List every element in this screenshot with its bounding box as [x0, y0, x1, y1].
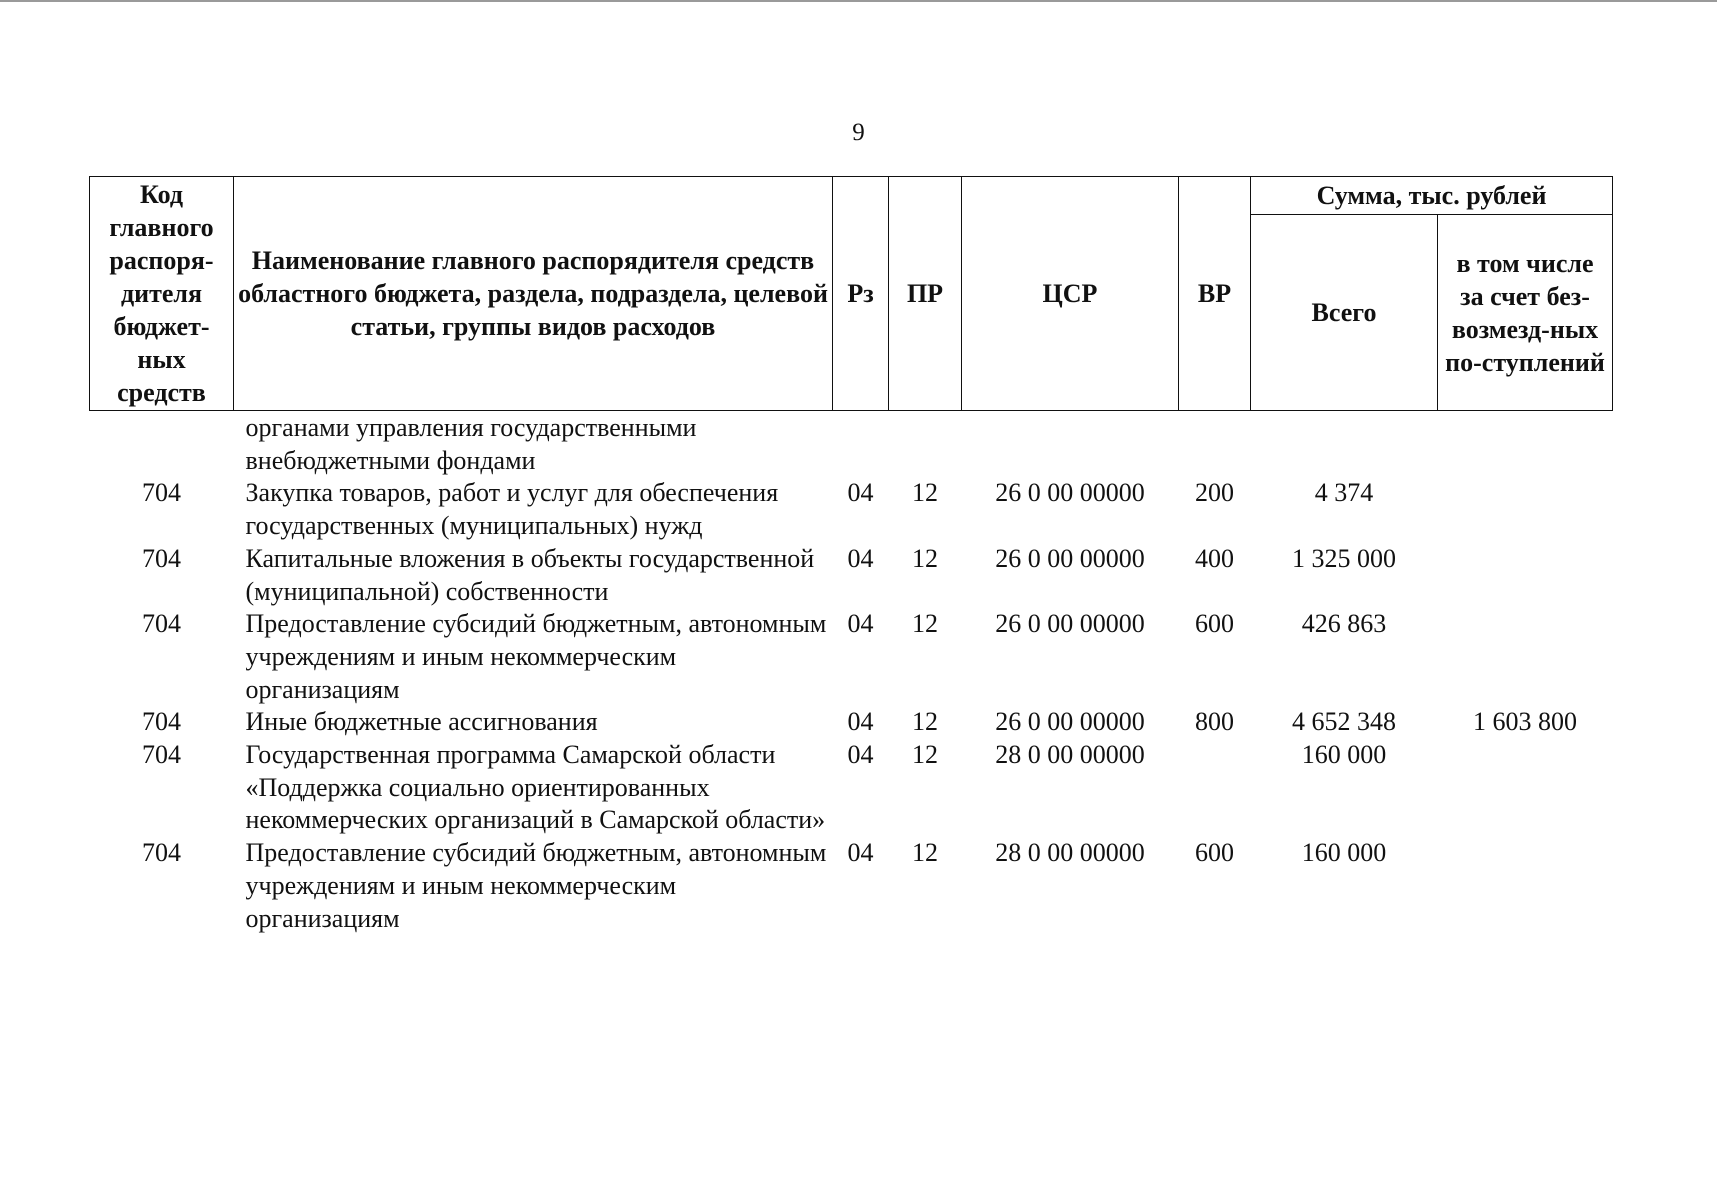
cell-vr	[1179, 739, 1251, 837]
cell-code: 704	[142, 838, 181, 868]
cell-rz: 04	[847, 707, 874, 737]
cell-pr: 12	[912, 609, 938, 639]
cell-name: Капитальные вложения в объекты государственной (муниципальной) собственности	[245, 543, 815, 606]
table-row	[90, 837, 1613, 935]
cell-rz: 04	[847, 740, 874, 770]
cell-total: 4 374	[1314, 478, 1374, 508]
cell-total: 160 000	[1301, 838, 1387, 868]
cell-vr: 200	[1195, 478, 1234, 508]
cell-total: 160 000	[1301, 740, 1387, 770]
cell-code: 704	[142, 478, 181, 508]
cell-pr: 12	[912, 740, 938, 770]
cell-name: Предоставление субсидий бюджетным, автономным учреждениям и иным некоммерческим организациям	[245, 838, 827, 933]
cell-pr: 12	[912, 543, 938, 573]
cell-code: 704	[142, 609, 181, 639]
cell-pr: 12	[912, 478, 938, 508]
cell-free	[1438, 411, 1613, 478]
scan-edge-line	[0, 0, 1717, 2]
table-row	[90, 739, 1613, 837]
cell-vr	[1179, 411, 1251, 478]
table-body	[90, 411, 1613, 936]
header-csr: ЦСР	[962, 177, 1179, 411]
table-row	[90, 608, 1613, 706]
cell-vr: 400	[1195, 543, 1234, 573]
cell-csr: 26 0 00 00000	[995, 707, 1145, 737]
cell-name: органами управления государственными внебюджетными фондами	[245, 413, 697, 475]
cell-csr: 28 0 00 00000	[995, 740, 1145, 770]
cell-code: 704	[142, 740, 181, 770]
cell-name: Иные бюджетные ассигнования	[245, 707, 598, 737]
header-pr: ПР	[889, 177, 962, 411]
cell-code: 704	[142, 543, 181, 573]
budget-table	[89, 176, 1613, 935]
cell-free	[1438, 837, 1613, 935]
header-code: Код главного распоря-дителя бюджет-ных средств	[90, 177, 234, 411]
cell-code	[90, 411, 234, 478]
cell-rz	[833, 411, 889, 478]
cell-csr: 26 0 00 00000	[995, 543, 1145, 573]
header-total: Всего	[1251, 215, 1438, 411]
page-number: 9	[852, 119, 865, 146]
table-row	[90, 543, 1613, 608]
cell-free: 1 603 800	[1473, 707, 1577, 737]
header-rz: Рз	[833, 177, 889, 411]
cell-pr: 12	[912, 838, 938, 868]
cell-total	[1251, 411, 1438, 478]
cell-free	[1438, 608, 1613, 706]
cell-total: 1 325 000	[1292, 543, 1396, 573]
header-free: в том числе за счет без-возмезд-ных по-ступлений	[1438, 215, 1613, 411]
cell-free	[1438, 543, 1613, 608]
cell-free	[1438, 477, 1613, 542]
cell-name: Предоставление субсидий бюджетным, автономным учреждениям и иным некоммерческим организациям	[245, 609, 827, 704]
cell-code: 704	[142, 707, 181, 737]
cell-vr: 600	[1195, 609, 1234, 639]
cell-rz: 04	[847, 609, 874, 639]
cell-csr	[962, 411, 1179, 478]
budget-table-container	[89, 176, 1612, 935]
table-header	[90, 177, 1613, 411]
header-vr: ВР	[1179, 177, 1251, 411]
cell-vr: 600	[1195, 838, 1234, 868]
cell-total: 4 652 348	[1292, 707, 1396, 737]
cell-name: Закупка товаров, работ и услуг для обеспечения государственных (муниципальных) нужд	[245, 478, 779, 541]
cell-total: 426 863	[1301, 609, 1387, 639]
header-name: Наименование главного распорядителя средств областного бюджета, раздела, подраздела, целевой статьи, группы видов расходов	[234, 177, 833, 411]
cell-csr: 26 0 00 00000	[995, 478, 1145, 508]
cell-pr	[889, 411, 962, 478]
header-sum-group: Сумма, тыс. рублей	[1251, 177, 1613, 215]
table-row	[90, 477, 1613, 542]
cell-csr: 28 0 00 00000	[995, 838, 1145, 868]
table-row	[90, 411, 1613, 478]
cell-csr: 26 0 00 00000	[995, 609, 1145, 639]
cell-rz: 04	[847, 838, 874, 868]
cell-vr: 800	[1195, 707, 1234, 737]
cell-free	[1438, 739, 1613, 837]
cell-name: Государственная программа Самарской области «Поддержка социально ориентированных некоммерческих организаций в Самарской области»	[245, 740, 826, 835]
cell-rz: 04	[847, 543, 874, 573]
cell-pr: 12	[912, 707, 938, 737]
table-row	[90, 706, 1613, 739]
cell-rz: 04	[847, 478, 874, 508]
